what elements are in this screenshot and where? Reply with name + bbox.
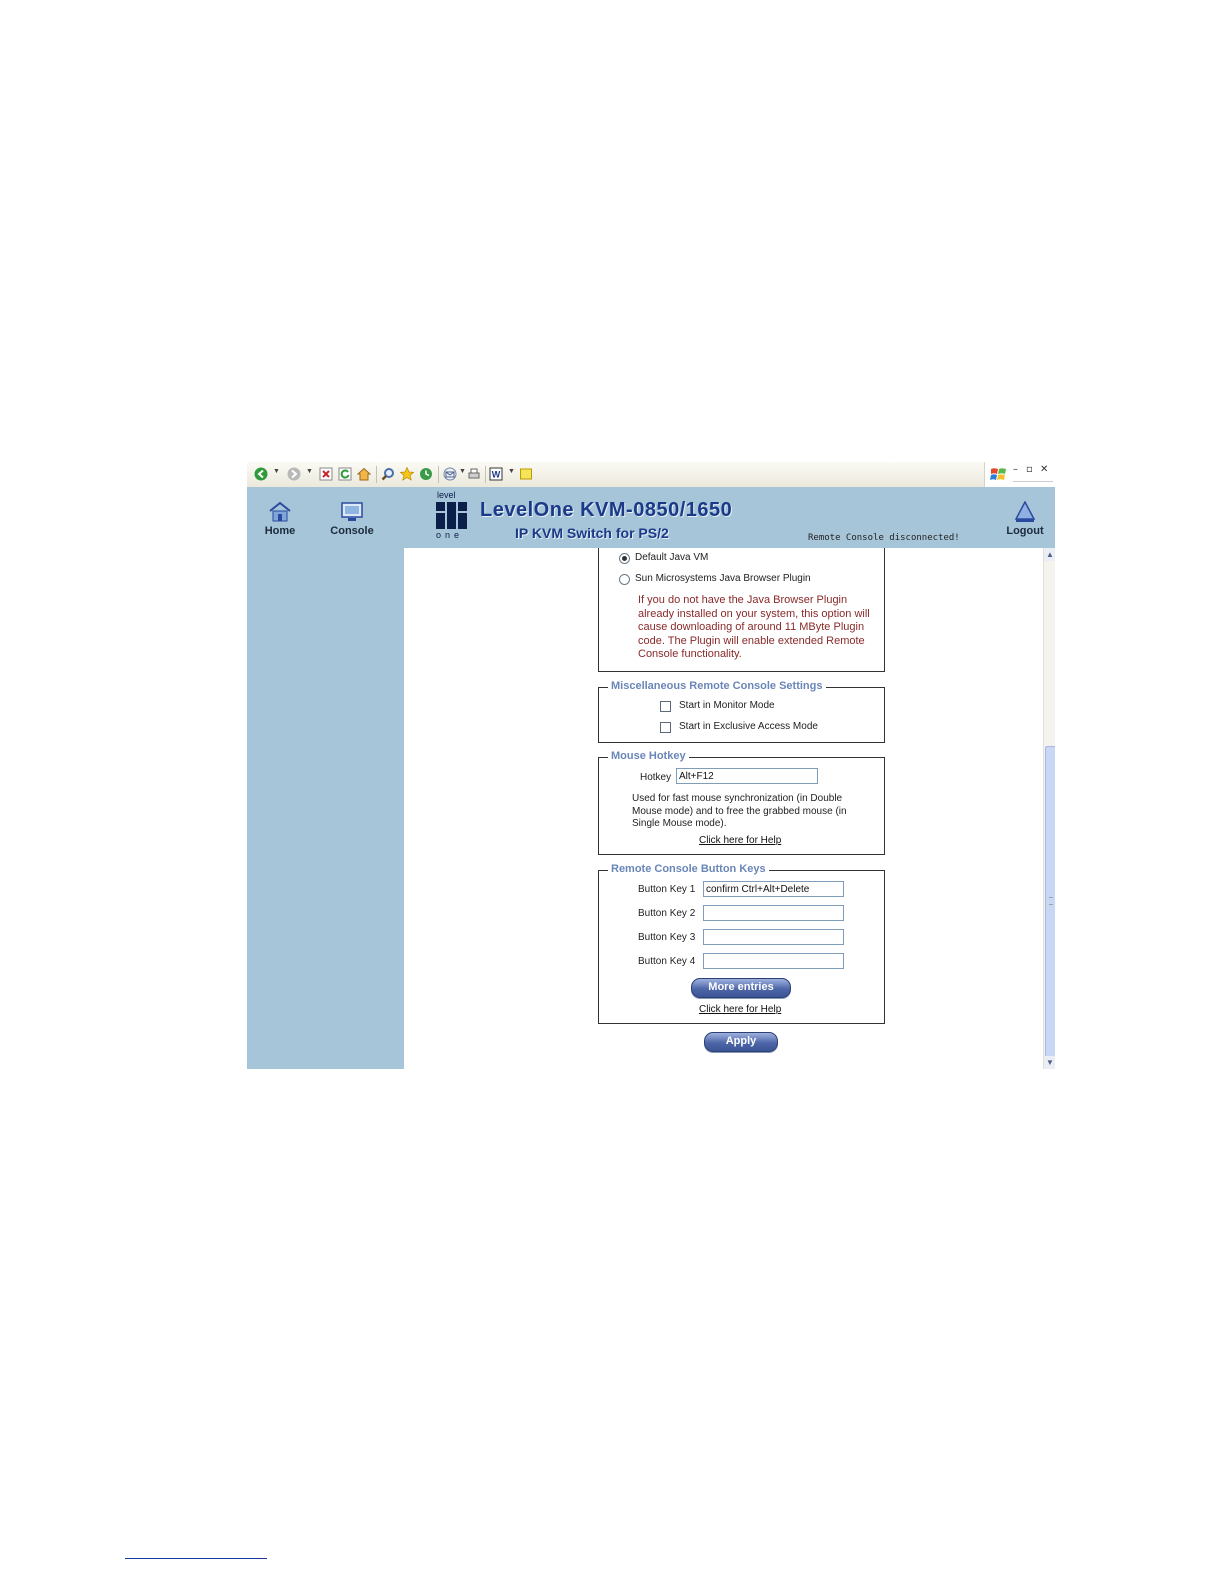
browser-window [247, 462, 1055, 1069]
sidebar [247, 548, 404, 1069]
button-keys-help-link[interactable]: Click here for Help [699, 1004, 782, 1015]
default-jvm-label: Default Java VM [635, 552, 709, 563]
messenger-note-icon[interactable] [519, 467, 533, 481]
minimize-icon[interactable]: – [1013, 464, 1018, 475]
nav-logout[interactable] [995, 501, 1055, 537]
button-key-3-label: Button Key 3 [638, 932, 696, 943]
mouse-hotkey-box [598, 750, 885, 855]
footnote-separator [125, 1558, 267, 1559]
forward-dropdown-icon[interactable]: ▼ [306, 468, 313, 475]
close-icon[interactable]: ✕ [1040, 464, 1049, 475]
button-key-2-label: Button Key 2 [638, 908, 696, 919]
default-jvm-radio[interactable] [619, 553, 630, 564]
browser-toolbar [247, 462, 1055, 488]
plugin-warning-text: If you do not have the Java Browser Plugin already installed on your system, this option will cause downloading of around 11 MByte Plugin code. The Plugin will enable extended Remote Console functionality. [638, 594, 870, 660]
console-monitor-icon [339, 501, 365, 523]
nav-home-label: Home [264, 525, 296, 537]
hotkey-help-link[interactable]: Click here for Help [699, 835, 782, 846]
logo-one-text: one [436, 530, 464, 540]
page-header [247, 487, 1055, 548]
mail-dropdown-icon[interactable]: ▼ [459, 468, 466, 475]
search-icon[interactable] [381, 467, 395, 481]
print-icon[interactable] [467, 467, 481, 481]
stop-icon[interactable] [319, 467, 333, 481]
vertical-scrollbar[interactable] [1043, 548, 1055, 1069]
button-keys-legend: Remote Console Button Keys [608, 863, 769, 875]
button-key-1-label: Button Key 1 [638, 884, 696, 895]
history-icon[interactable] [419, 467, 433, 481]
apply-button[interactable]: Apply [704, 1032, 778, 1052]
jvm-selection-box [598, 548, 885, 672]
console-status: Remote Console disconnected! [808, 533, 960, 543]
svg-text:W: W [491, 469, 501, 480]
edit-word-icon[interactable] [489, 467, 503, 481]
monitor-mode-label: Start in Monitor Mode [679, 700, 775, 711]
misc-settings-box [598, 680, 885, 743]
restore-icon[interactable]: ▫ [1026, 464, 1033, 475]
mail-icon[interactable] [443, 467, 457, 481]
button-key-3-input[interactable] [703, 929, 844, 945]
hotkey-input[interactable]: Alt+F12 [676, 768, 818, 784]
scrollbar-thumb[interactable] [1045, 746, 1055, 1058]
product-subtitle: IP KVM Switch for PS/2 [515, 525, 669, 541]
logout-icon [1013, 501, 1037, 523]
nav-console-label: Console [330, 525, 374, 537]
home-icon [267, 501, 293, 523]
window-controls [984, 462, 1055, 487]
hotkey-label: Hotkey [640, 772, 672, 783]
scroll-down-icon[interactable]: ▼ [1044, 1056, 1055, 1069]
edit-dropdown-icon[interactable]: ▼ [508, 468, 515, 475]
favorites-star-icon[interactable] [400, 467, 414, 481]
nav-home[interactable] [250, 501, 310, 537]
more-entries-button[interactable]: More entries [691, 978, 791, 998]
exclusive-mode-label: Start in Exclusive Access Mode [679, 721, 818, 732]
button-key-2-input[interactable] [703, 905, 844, 921]
button-keys-box [598, 863, 885, 1024]
nav-console[interactable] [322, 501, 382, 537]
button-key-1-input[interactable]: confirm Ctrl+Alt+Delete [703, 881, 844, 897]
plugin-jvm-label: Sun Microsystems Java Browser Plugin [635, 573, 811, 584]
plugin-jvm-radio[interactable] [619, 574, 630, 585]
back-dropdown-icon[interactable]: ▼ [273, 468, 280, 475]
exclusive-mode-checkbox[interactable] [660, 722, 671, 733]
back-icon[interactable] [254, 467, 268, 481]
button-key-4-input[interactable] [703, 953, 844, 969]
hotkey-description: Used for fast mouse synchronization (in Double Mouse mode) and to free the grabbed mouse (in Single Mouse mode). [632, 793, 847, 829]
monitor-mode-checkbox[interactable] [660, 701, 671, 712]
main-content [404, 548, 1043, 1069]
windows-logo-icon [990, 466, 1007, 483]
logo-level-text: level [437, 490, 456, 500]
misc-settings-legend: Miscellaneous Remote Console Settings [608, 680, 826, 692]
mouse-hotkey-legend: Mouse Hotkey [608, 750, 689, 762]
product-title: LevelOne KVM-0850/1650 [480, 499, 733, 521]
refresh-icon[interactable] [338, 467, 352, 481]
button-key-4-label: Button Key 4 [638, 956, 696, 967]
home-icon[interactable] [357, 467, 371, 481]
nav-logout-label: Logout [1006, 525, 1044, 537]
scroll-up-icon[interactable]: ▲ [1044, 548, 1055, 561]
forward-icon[interactable] [287, 467, 301, 481]
levelone-logo [436, 492, 468, 540]
